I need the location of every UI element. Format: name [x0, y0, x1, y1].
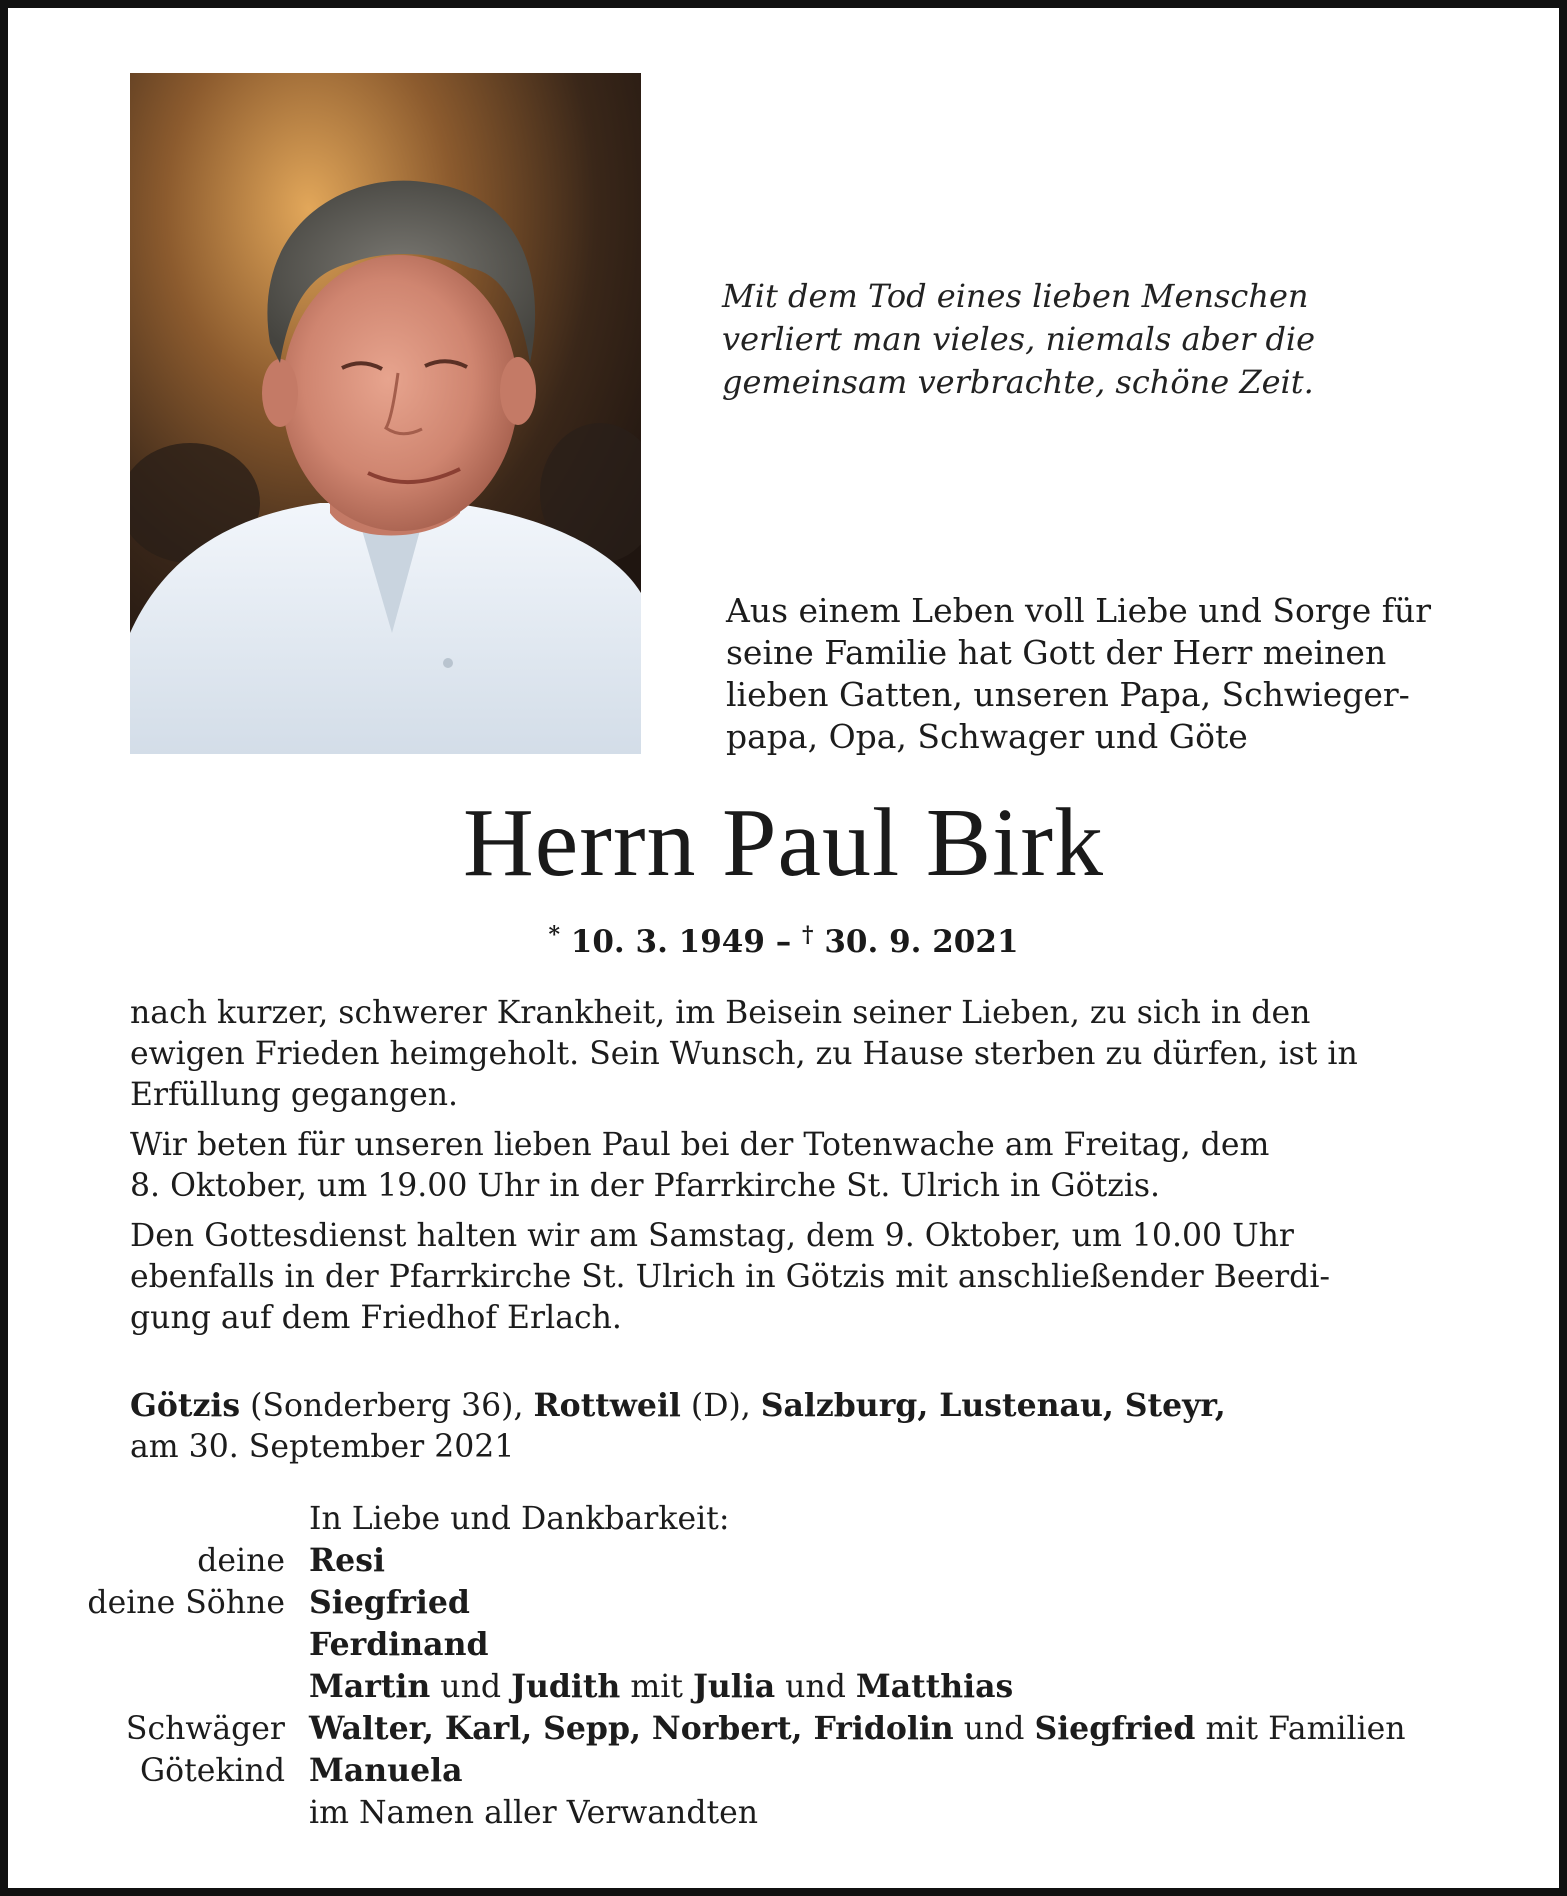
relation-label [40, 1498, 309, 1540]
family-row [40, 1708, 1520, 1750]
life-dates [0, 915, 1567, 962]
mourner-name: Resi [309, 1542, 385, 1579]
body-line: Wir beten für unseren lieben Paul bei der Totenwache am Freitag, dem [130, 1127, 1270, 1163]
place-name: Salzburg, Lustenau, Steyr, [760, 1387, 1226, 1424]
closing-line: im Namen aller Verwandten [309, 1795, 759, 1831]
place-detail: (Sonderberg 36), [240, 1388, 534, 1424]
body-line: ebenfalls in der Pfarrkirche St. Ulrich in Götzis mit anschließender Beerdi- [130, 1259, 1331, 1295]
obituary-body [130, 993, 1438, 1348]
intro-line: seine Familie hat Gott der Herr meinen [726, 633, 1387, 672]
mourner-name: Matthias [855, 1668, 1014, 1705]
relation-label [40, 1792, 309, 1834]
mourner-name: Manuela [309, 1752, 463, 1789]
intro-line: lieben Gatten, unseren Papa, Schwieger- [726, 675, 1410, 714]
family-row [40, 1540, 1520, 1582]
mourner-name: Siegfried [1034, 1710, 1196, 1747]
quote-line: gemeinsam verbrachte, schöne Zeit. [722, 363, 1314, 401]
body-line: nach kurzer, schwerer Krankheit, im Beisein seiner Lieben, zu sich in den [130, 995, 1311, 1031]
connector-text: und [953, 1711, 1035, 1747]
body-line: Den Gottesdienst halten wir am Samstag, dem 9. Oktober, um 10.00 Uhr [130, 1218, 1294, 1254]
birth-symbol: * [548, 922, 560, 948]
intro-line: papa, Opa, Schwager und Göte [726, 717, 1248, 756]
relation-label: deine [197, 1543, 285, 1579]
mourner-name: Walter, Karl, Sepp, Norbert, Fridolin [309, 1710, 954, 1747]
death-date: 30. 9. 2021 [824, 924, 1019, 960]
deceased-name: Herrn Paul Birk [463, 789, 1104, 897]
connector-text: und [430, 1669, 512, 1705]
connector-text: mit Familien [1195, 1711, 1406, 1747]
body-line: gung auf dem Friedhof Erlach. [130, 1300, 622, 1336]
birth-date: 10. 3. 1949 [570, 924, 765, 960]
family-row [40, 1624, 1520, 1666]
body-paragraph [130, 1125, 1438, 1207]
family-row [40, 1750, 1520, 1792]
family-row [40, 1498, 1520, 1540]
relation-label: Schwäger [125, 1711, 285, 1747]
place-and-date [130, 1385, 1438, 1468]
mourner-name: Judith [511, 1668, 621, 1705]
place-detail: (D), [680, 1388, 761, 1424]
body-line: 8. Oktober, um 19.00 Uhr in der Pfarrkirche St. Ulrich in Götzis. [130, 1168, 1161, 1204]
family-row [40, 1582, 1520, 1624]
quote-line: Mit dem Tod eines lieben Menschen [722, 277, 1309, 315]
family-row [40, 1666, 1520, 1708]
quote-verse [722, 275, 1322, 404]
mourner-name: Ferdinand [309, 1626, 489, 1663]
family-row [40, 1792, 1520, 1834]
places-line [130, 1385, 1438, 1427]
mourner-name: Siegfried [309, 1584, 470, 1621]
portrait-photo [130, 73, 641, 754]
place-name: Rottweil [533, 1387, 681, 1424]
quote-line: verliert man vieles, niemals aber die [722, 320, 1316, 358]
place-name: Götzis [130, 1387, 241, 1424]
mourner-name: Martin [309, 1668, 431, 1705]
connector-text: und [775, 1669, 856, 1705]
family-heading: In Liebe und Dankbarkeit: [309, 1501, 730, 1537]
mourners-list [40, 1498, 1520, 1834]
relation-label: Götekind [139, 1753, 285, 1789]
body-line: ewigen Frieden heimgeholt. Sein Wunsch, zu Hause sterben zu dürfen, ist in [130, 1036, 1358, 1072]
mourner-name: Julia [692, 1668, 776, 1705]
date-separator: – [775, 924, 792, 960]
relation-label: deine Söhne [87, 1585, 285, 1621]
relation-label [40, 1666, 309, 1708]
intro-line: Aus einem Leben voll Liebe und Sorge für [726, 591, 1432, 630]
connector-text: mit [620, 1669, 693, 1705]
announcement-date: am 30. September 2021 [130, 1429, 515, 1465]
relation-label [40, 1624, 309, 1666]
body-paragraph [130, 1216, 1438, 1339]
intro-text [726, 590, 1438, 758]
death-symbol: † [802, 922, 814, 948]
body-paragraph [130, 993, 1438, 1116]
body-line: Erfüllung gegangen. [130, 1077, 459, 1113]
